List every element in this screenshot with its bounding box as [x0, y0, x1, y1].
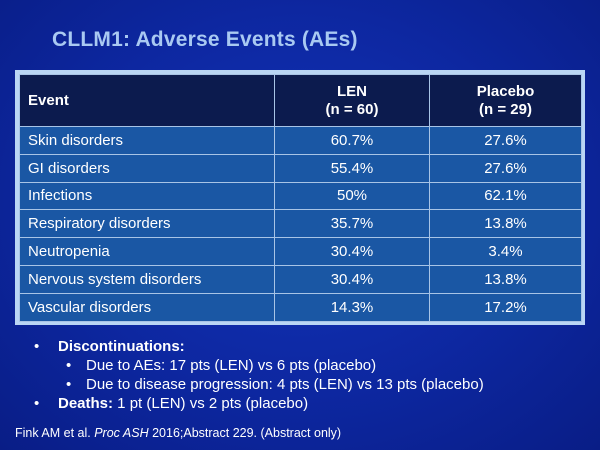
adverse-events-table — [19, 74, 582, 322]
table-row — [20, 154, 582, 182]
row-placebo-value: 27.6% — [430, 127, 582, 155]
bullet-marker: • — [66, 357, 72, 374]
header-len — [275, 75, 430, 127]
row-len-value: 50% — [275, 182, 430, 210]
header-placebo-name: Placebo — [476, 82, 535, 100]
row-event: Respiratory disorders — [20, 210, 275, 238]
bullet-marker: • — [34, 338, 40, 355]
discontinuations-label: Discontinuations: — [58, 338, 185, 355]
table-row — [20, 265, 582, 293]
citation-suffix: 2016;Abstract 229. (Abstract only) — [148, 426, 342, 440]
bullet-marker: • — [34, 395, 40, 412]
citation-journal: Proc ASH — [94, 426, 149, 440]
row-event: Skin disorders — [20, 127, 275, 155]
row-len-value: 55.4% — [275, 154, 430, 182]
row-len-value: 30.4% — [275, 265, 430, 293]
citation — [15, 426, 341, 440]
bullet-deaths — [34, 394, 484, 413]
table-header-row — [20, 75, 582, 127]
table-row — [20, 293, 582, 321]
row-placebo-value: 27.6% — [430, 154, 582, 182]
slide-title: CLLM1: Adverse Events (AEs) — [52, 28, 358, 51]
header-event: Event — [20, 75, 275, 127]
adverse-events-table-frame — [15, 70, 585, 325]
table-row — [20, 238, 582, 266]
bullet-discontinuations — [34, 337, 484, 356]
row-placebo-value: 13.8% — [430, 210, 582, 238]
sub-bullet — [34, 375, 484, 394]
sub-bullet — [34, 356, 484, 375]
row-event: Nervous system disorders — [20, 265, 275, 293]
row-event: Neutropenia — [20, 238, 275, 266]
table-row — [20, 127, 582, 155]
sub-bullet-text: Due to AEs: 17 pts (LEN) vs 6 pts (placebo) — [86, 357, 377, 374]
bullet-list — [34, 337, 484, 413]
row-placebo-value: 17.2% — [430, 293, 582, 321]
header-placebo-n: (n = 29) — [479, 100, 532, 118]
header-len-n: (n = 60) — [325, 100, 379, 118]
row-event: Vascular disorders — [20, 293, 275, 321]
row-placebo-value: 13.8% — [430, 265, 582, 293]
row-len-value: 60.7% — [275, 127, 430, 155]
deaths-text: 1 pt (LEN) vs 2 pts (placebo) — [113, 395, 309, 412]
deaths-label: Deaths: — [58, 395, 114, 412]
bullet-marker: • — [66, 376, 72, 393]
row-placebo-value: 3.4% — [430, 238, 582, 266]
row-len-value: 35.7% — [275, 210, 430, 238]
citation-prefix: Fink AM et al. — [15, 426, 95, 440]
table-row — [20, 182, 582, 210]
header-len-name: LEN — [337, 82, 367, 100]
table-row — [20, 210, 582, 238]
row-event: GI disorders — [20, 154, 275, 182]
row-placebo-value: 62.1% — [430, 182, 582, 210]
sub-bullet-text: Due to disease progression: 4 pts (LEN) vs 13 pts (placebo) — [86, 376, 484, 393]
header-placebo — [430, 75, 582, 127]
row-event: Infections — [20, 182, 275, 210]
row-len-value: 14.3% — [275, 293, 430, 321]
row-len-value: 30.4% — [275, 238, 430, 266]
